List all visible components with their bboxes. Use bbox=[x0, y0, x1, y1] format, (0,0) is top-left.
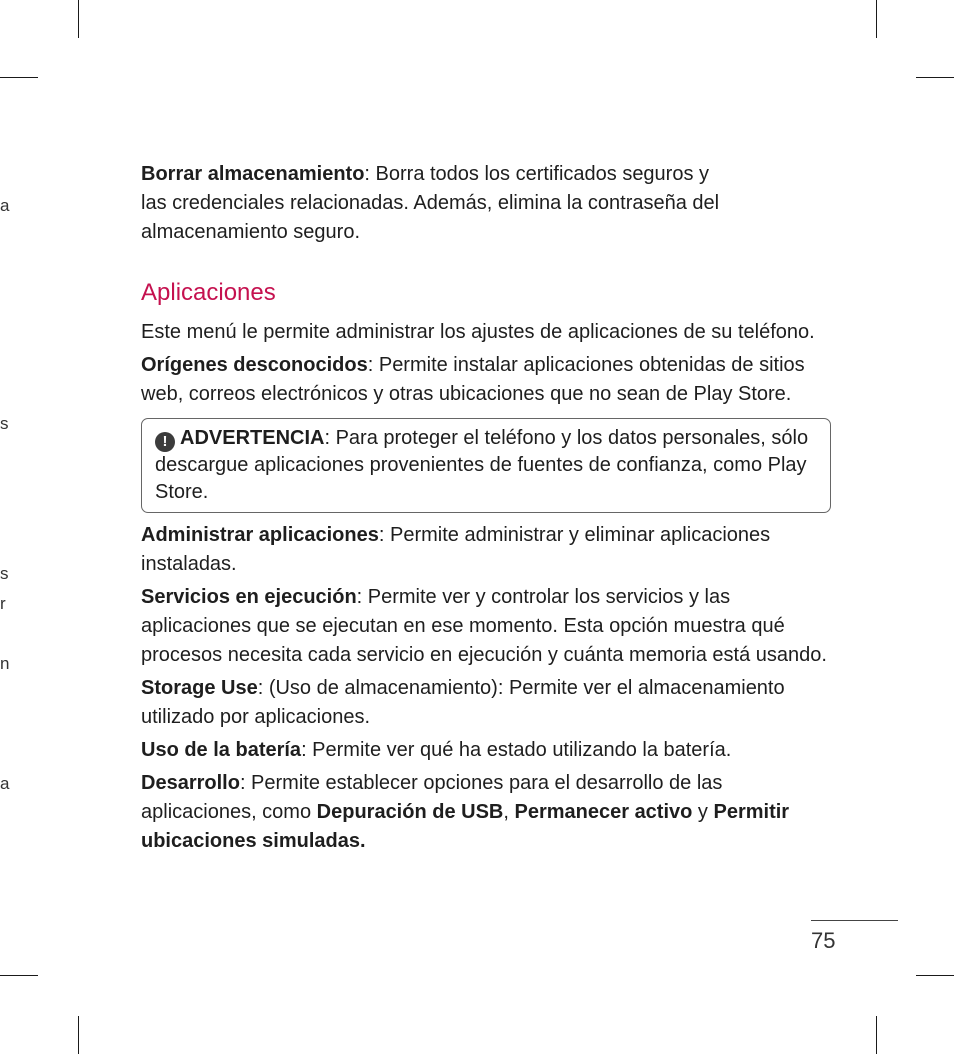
term-label: Borrar almacenamiento bbox=[141, 163, 365, 185]
term-text: : Permite establecer opciones para el desarrollo de las aplicaciones, como bbox=[141, 772, 723, 823]
warning-label: ADVERTENCIA bbox=[180, 427, 325, 449]
bateria-paragraph bbox=[141, 736, 831, 765]
term-label: Uso de la batería bbox=[141, 739, 302, 761]
crop-mark bbox=[0, 975, 38, 976]
crop-mark bbox=[916, 975, 954, 976]
edge-letter: r bbox=[0, 594, 6, 613]
crop-mark bbox=[916, 77, 954, 78]
term-text: : Borra todos los certificados seguros y bbox=[364, 163, 710, 185]
page-content bbox=[141, 160, 831, 856]
term-label: Desarrollo bbox=[141, 772, 240, 794]
origenes-paragraph bbox=[141, 351, 831, 409]
crop-mark bbox=[0, 77, 38, 78]
term-text: : (Uso de almacenamiento): Permite ver el almacenamiento utilizado por aplicaciones. bbox=[141, 677, 785, 728]
warning-box bbox=[141, 418, 831, 513]
desarrollo-paragraph bbox=[141, 769, 831, 856]
term-text: : Permite ver y controlar los servicios y las aplicaciones que se ejecutan en ese momento. Esta opción muestra qué procesos necesita cada servicio en ejecución y cuánta memoria está usando. bbox=[141, 586, 827, 666]
separator: , bbox=[503, 801, 515, 823]
intro-paragraph: Este menú le permite administrar los ajustes de aplicaciones de su teléfono. bbox=[141, 321, 815, 343]
term-label: Administrar aplicaciones bbox=[141, 524, 379, 546]
edge-letter: n bbox=[0, 654, 10, 673]
borrar-paragraph bbox=[141, 160, 831, 247]
administrar-paragraph bbox=[141, 521, 831, 579]
warning-icon: ! bbox=[155, 432, 175, 452]
option-mock-locations: Permitir ubicaciones simuladas. bbox=[141, 801, 790, 852]
term-text: las credenciales relacionadas. Además, elimina la contraseña del almacenamiento seguro. bbox=[141, 192, 720, 243]
crop-mark bbox=[876, 1016, 877, 1054]
term-text: : Permite administrar y eliminar aplicaciones instaladas. bbox=[141, 524, 771, 575]
page-number: 75 bbox=[811, 928, 836, 953]
term-text: : Permite instalar aplicaciones obtenidas de sitios web, correos electrónicos y otras ubicaciones que no sean de Play Store. bbox=[141, 354, 805, 405]
option-usb-debugging: Depuración de USB bbox=[316, 801, 504, 823]
edge-letter: s bbox=[0, 564, 9, 583]
crop-mark bbox=[78, 0, 79, 38]
page-number-rule bbox=[811, 920, 898, 921]
servicios-paragraph bbox=[141, 583, 831, 670]
term-label: Servicios en ejecución bbox=[141, 586, 357, 608]
option-stay-awake: Permanecer activo bbox=[514, 801, 693, 823]
term-text: : Permite ver qué ha estado utilizando la batería. bbox=[301, 739, 732, 761]
crop-mark bbox=[876, 0, 877, 38]
separator: y bbox=[692, 801, 714, 823]
section-title: Aplicaciones bbox=[141, 279, 276, 306]
edge-letter: a bbox=[0, 196, 10, 215]
edge-letter: s bbox=[0, 414, 9, 433]
crop-mark bbox=[78, 1016, 79, 1054]
warning-text: : Para proteger el teléfono y los datos personales, sólo descargue aplicaciones provenientes de fuentes de confianza, como Play Store. bbox=[155, 427, 809, 503]
term-label: Orígenes desconocidos bbox=[141, 354, 368, 376]
storage-paragraph bbox=[141, 674, 831, 732]
term-label: Storage Use bbox=[141, 677, 258, 699]
edge-letter: a bbox=[0, 774, 10, 793]
